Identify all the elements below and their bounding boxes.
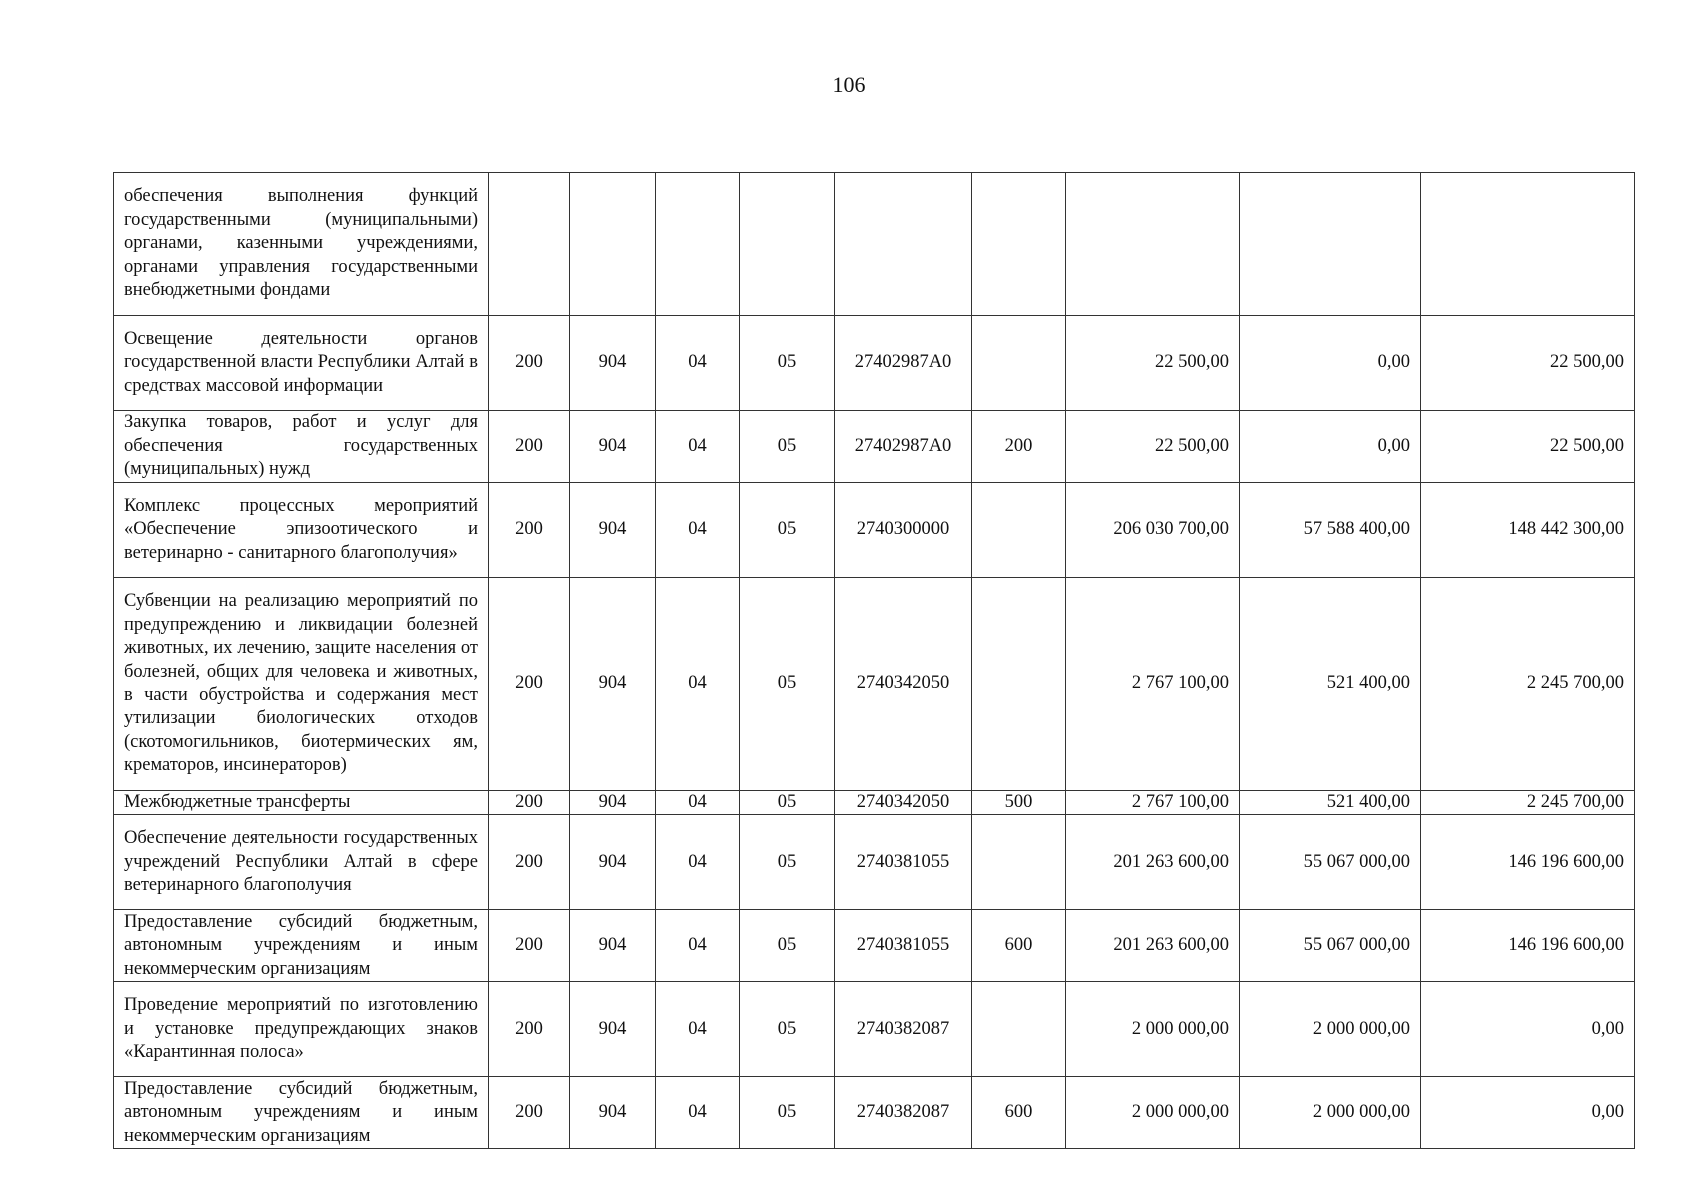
subsection-cell: 05 [740,815,835,910]
target-article-cell: 2740300000 [835,483,972,578]
regional-amount-cell [1421,173,1635,316]
target-article-cell: 2740342050 [835,791,972,815]
table-row [114,982,1635,1077]
section-cell: 04 [656,483,740,578]
code-cell: 200 [489,1077,570,1149]
regional-amount-cell: 2 245 700,00 [1421,791,1635,815]
section-cell: 04 [656,578,740,791]
table-row [114,316,1635,411]
table-row [114,483,1635,578]
row-description: Предоставление субсидий бюджетным, автономным учреждениям и иным некоммерческим организациям [114,1077,489,1149]
ministry-code-cell: 904 [570,411,656,483]
subsection-cell [740,173,835,316]
expense-type-cell [972,316,1066,411]
row-description: Комплекс процессных мероприятий «Обеспечение эпизоотического и ветеринарно - санитарного благополучия» [114,483,489,578]
table-row [114,910,1635,982]
section-cell [656,173,740,316]
expense-type-cell: 600 [972,910,1066,982]
code-cell [489,173,570,316]
ministry-code-cell: 904 [570,982,656,1077]
expense-type-cell [972,483,1066,578]
row-description: Предоставление субсидий бюджетным, автономным учреждениям и иным некоммерческим организациям [114,910,489,982]
target-article-cell: 27402987А0 [835,411,972,483]
row-description: Обеспечение деятельности государственных учреждений Республики Алтай в сфере ветеринарного благополучия [114,815,489,910]
section-cell: 04 [656,791,740,815]
page-number: 106 [832,72,866,97]
federal-amount-cell: 0,00 [1240,411,1421,483]
federal-amount-cell [1240,173,1421,316]
table-row [114,578,1635,791]
table-row [114,411,1635,483]
code-cell: 200 [489,910,570,982]
code-cell: 200 [489,411,570,483]
expense-type-cell [972,173,1066,316]
section-cell: 04 [656,815,740,910]
table-row [114,173,1635,316]
regional-amount-cell: 22 500,00 [1421,316,1635,411]
subsection-cell: 05 [740,982,835,1077]
target-article-cell: 2740382087 [835,1077,972,1149]
row-description: Проведение мероприятий по изготовлению и установке предупреждающих знаков «Карантинная полоса» [114,982,489,1077]
expense-type-cell [972,982,1066,1077]
regional-amount-cell: 148 442 300,00 [1421,483,1635,578]
ministry-code-cell [570,173,656,316]
code-cell: 200 [489,578,570,791]
subsection-cell: 05 [740,411,835,483]
total-amount-cell: 206 030 700,00 [1066,483,1240,578]
federal-amount-cell: 2 000 000,00 [1240,1077,1421,1149]
regional-amount-cell: 0,00 [1421,1077,1635,1149]
code-cell: 200 [489,316,570,411]
subsection-cell: 05 [740,483,835,578]
total-amount-cell: 2 767 100,00 [1066,791,1240,815]
expense-type-cell: 200 [972,411,1066,483]
expense-type-cell [972,815,1066,910]
expense-type-cell [972,578,1066,791]
row-description: обеспечения выполнения функций государственными (муниципальными) органами, казенными учреждениями, органами управления государственными внебюджетными фондами [114,173,489,316]
code-cell: 200 [489,815,570,910]
subsection-cell: 05 [740,578,835,791]
table-row [114,791,1635,815]
subsection-cell: 05 [740,910,835,982]
section-cell: 04 [656,982,740,1077]
ministry-code-cell: 904 [570,791,656,815]
federal-amount-cell: 521 400,00 [1240,578,1421,791]
target-article-cell: 2740342050 [835,578,972,791]
total-amount-cell: 22 500,00 [1066,411,1240,483]
section-cell: 04 [656,411,740,483]
total-amount-cell: 201 263 600,00 [1066,910,1240,982]
ministry-code-cell: 904 [570,483,656,578]
ministry-code-cell: 904 [570,815,656,910]
row-description: Закупка товаров, работ и услуг для обеспечения государственных (муниципальных) нужд [114,411,489,483]
target-article-cell: 2740381055 [835,815,972,910]
target-article-cell: 2740382087 [835,982,972,1077]
total-amount-cell: 2 000 000,00 [1066,982,1240,1077]
row-description: Субвенции на реализацию мероприятий по предупреждению и ликвидации болезней животных, их лечению, защите населения от болезней, общих для человека и животных, в части обустройства и содержания мест утилизации биологических отходов (скотомогильников, биотермических ям, крематоров, инсинераторов) [114,578,489,791]
target-article-cell: 27402987А0 [835,316,972,411]
section-cell: 04 [656,1077,740,1149]
federal-amount-cell: 521 400,00 [1240,791,1421,815]
ministry-code-cell: 904 [570,578,656,791]
section-cell: 04 [656,910,740,982]
total-amount-cell: 2 767 100,00 [1066,578,1240,791]
code-cell: 200 [489,791,570,815]
budget-table [113,172,1635,1149]
code-cell: 200 [489,483,570,578]
expense-type-cell: 600 [972,1077,1066,1149]
ministry-code-cell: 904 [570,316,656,411]
federal-amount-cell: 0,00 [1240,316,1421,411]
regional-amount-cell: 146 196 600,00 [1421,910,1635,982]
code-cell: 200 [489,982,570,1077]
federal-amount-cell: 55 067 000,00 [1240,910,1421,982]
table-row [114,1077,1635,1149]
federal-amount-cell: 57 588 400,00 [1240,483,1421,578]
row-description: Межбюджетные трансферты [114,791,489,815]
subsection-cell: 05 [740,316,835,411]
regional-amount-cell: 22 500,00 [1421,411,1635,483]
expense-type-cell: 500 [972,791,1066,815]
total-amount-cell: 201 263 600,00 [1066,815,1240,910]
subsection-cell: 05 [740,791,835,815]
regional-amount-cell: 146 196 600,00 [1421,815,1635,910]
regional-amount-cell: 0,00 [1421,982,1635,1077]
federal-amount-cell: 2 000 000,00 [1240,982,1421,1077]
regional-amount-cell: 2 245 700,00 [1421,578,1635,791]
ministry-code-cell: 904 [570,910,656,982]
subsection-cell: 05 [740,1077,835,1149]
total-amount-cell: 22 500,00 [1066,316,1240,411]
row-description: Освещение деятельности органов государственной власти Республики Алтай в средствах массовой информации [114,316,489,411]
total-amount-cell: 2 000 000,00 [1066,1077,1240,1149]
target-article-cell: 2740381055 [835,910,972,982]
target-article-cell [835,173,972,316]
ministry-code-cell: 904 [570,1077,656,1149]
table-row [114,815,1635,910]
section-cell: 04 [656,316,740,411]
total-amount-cell [1066,173,1240,316]
federal-amount-cell: 55 067 000,00 [1240,815,1421,910]
